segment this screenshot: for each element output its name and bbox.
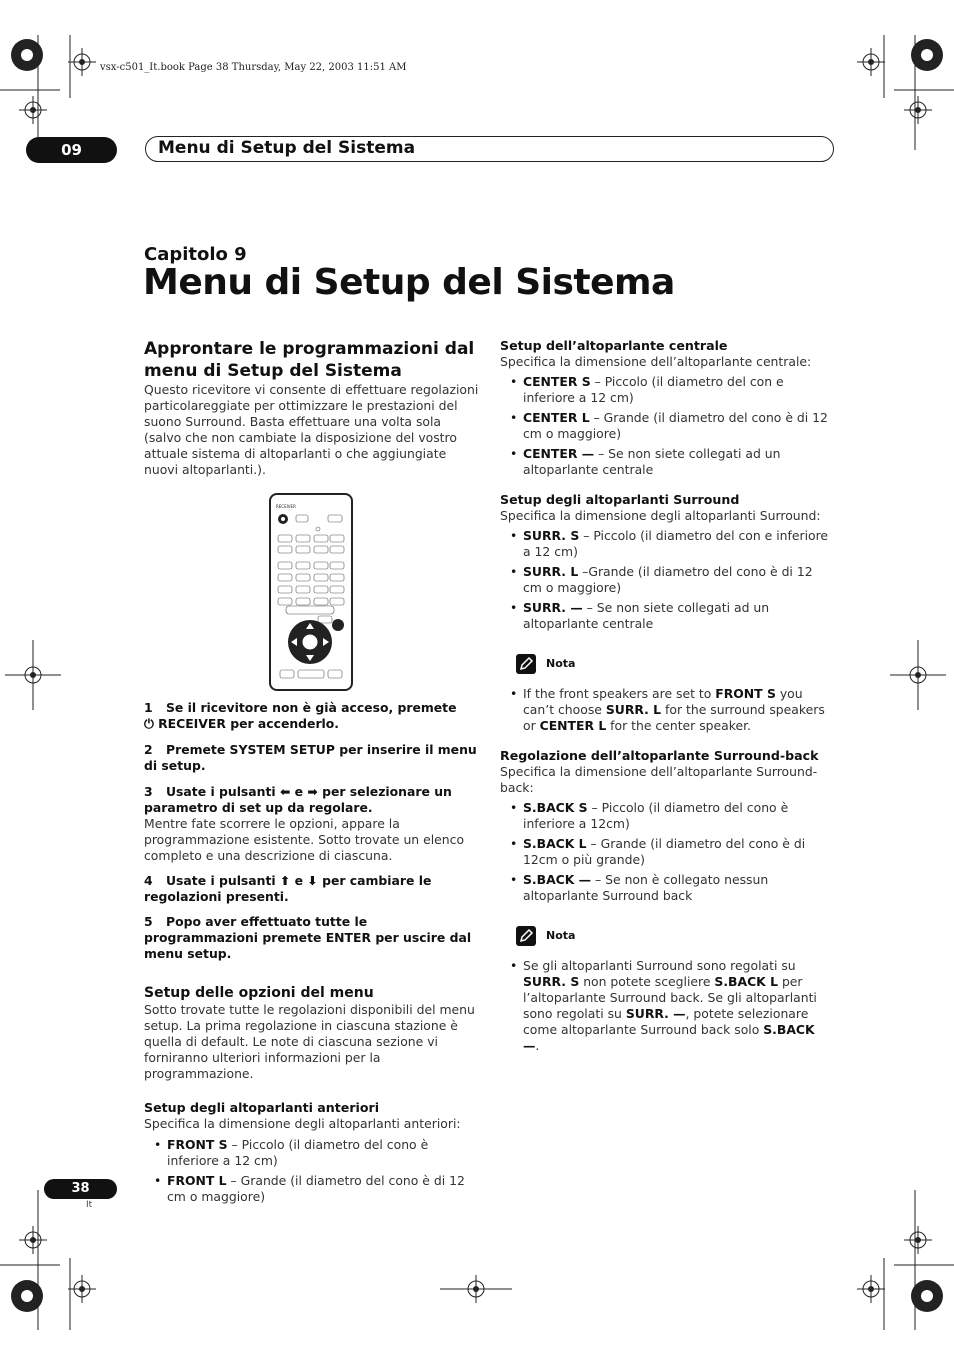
surround-back-list xyxy=(500,800,834,904)
language-code: It xyxy=(86,1200,93,1210)
surround-back-heading: Regolazione dell’altoparlante Surround-back xyxy=(500,748,819,763)
list-item: • FRONT L – Grande (il diametro del cono è di 12 cm o maggiore) xyxy=(144,1173,480,1205)
step-4 xyxy=(144,873,480,905)
chapter-label: Capitolo 9 xyxy=(144,244,247,265)
list-item: • If the front speakers are set to FRONT S you can’t choose SURR. L for the surround speakers or CENTER L for the center speaker. xyxy=(500,686,834,734)
front-speakers-heading: Setup degli altoparlanti anteriori xyxy=(144,1100,380,1115)
header-title: Menu di Setup del Sistema xyxy=(158,138,416,158)
step-number: 3 xyxy=(144,784,153,799)
center-speaker-desc: Specifica la dimensione dell’altoparlante centrale: xyxy=(500,354,812,369)
step-text: Se il ricevitore non è già acceso, premete xyxy=(166,700,457,715)
step-number: 2 xyxy=(144,742,153,757)
list-item: • S.BACK L – Grande (il diametro del cono è di 12cm o più grande) xyxy=(500,836,834,868)
step-text: Usate i pulsanti ⬆ e ⬇ per cambiare le regolazioni presenti. xyxy=(144,873,432,904)
note-label: Nota xyxy=(546,657,576,670)
front-speakers-desc: Specifica la dimensione degli altoparlanti anteriori: xyxy=(144,1116,461,1131)
remote-illustration xyxy=(144,478,480,680)
list-item: • FRONT S – Piccolo (il diametro del cono è inferiore a 12 cm) xyxy=(144,1137,480,1169)
page-number: 38 xyxy=(44,1179,117,1199)
note-label: Nota xyxy=(546,929,576,942)
step-1-line2: ⏻ RECEIVER per accenderlo. xyxy=(144,716,340,731)
step-2 xyxy=(144,742,480,774)
list-item: • SURR. S – Piccolo (il diametro del con e inferiore a 12 cm) xyxy=(500,528,834,560)
chapter-number-badge: 09 xyxy=(26,137,117,163)
step-number: 1 xyxy=(144,700,153,715)
surround-speakers-heading: Setup degli altoparlanti Surround xyxy=(500,492,740,507)
step-text: Premete SYSTEM SETUP per inserire il menu di setup. xyxy=(144,742,477,773)
center-speaker-list xyxy=(500,374,834,478)
step-1 xyxy=(144,700,480,716)
step-3 xyxy=(144,784,480,816)
options-heading: Setup delle opzioni del menu xyxy=(144,985,374,1001)
print-info: vsx-c501_It.book Page 38 Thursday, May 22, 2003 11:51 AM xyxy=(100,62,407,73)
remote-control-icon xyxy=(268,492,356,692)
step-number: 4 xyxy=(144,873,153,888)
list-item: • S.BACK S – Piccolo (il diametro del cono è inferiore a 12cm) xyxy=(500,800,834,832)
note-pencil-icon xyxy=(516,654,536,674)
note-box xyxy=(516,926,834,946)
step-number: 5 xyxy=(144,914,153,929)
note-box xyxy=(516,654,834,674)
list-item: • S.BACK — – Se non è collegato nessun altoparlante Surround back xyxy=(500,872,834,904)
receiver-label: RECEIVER xyxy=(276,504,296,509)
step-5 xyxy=(144,914,480,962)
left-column xyxy=(144,338,480,1209)
page-title: Menu di Setup del Sistema xyxy=(143,262,675,303)
intro-text: Questo ricevitore vi consente di effettuare regolazioni particolareggiate per ottimizzare le prestazioni del suono Surround. Basta effettuare una volta sola (salvo che non cambiate la disposizione del vostro attuale sistema di altoparlanti o che aggiungiate nuovi altoparlanti.). xyxy=(144,382,479,477)
center-speaker-heading: Setup dell’altoparlante centrale xyxy=(500,338,728,353)
list-item: • CENTER L – Grande (il diametro del cono è di 12 cm o maggiore) xyxy=(500,410,834,442)
options-text: Sotto trovate tutte le regolazioni disponibili del menu setup. La prima regolazione in ciascuna stazione è quella di default. Le note di ciascuna sezione vi forniranno ulteriori informazioni per la programmazione. xyxy=(144,1002,475,1081)
list-item: • SURR. L –Grande (il diametro del cono è di 12 cm o maggiore) xyxy=(500,564,834,596)
list-item: • SURR. — – Se non siete collegati ad un altoparlante centrale xyxy=(500,600,834,632)
step-text: Popo aver effettuato tutte le programmazioni premete ENTER per uscire dal menu setup. xyxy=(144,914,472,961)
surround-speakers-list xyxy=(500,528,834,632)
list-item: • Se gli altoparlanti Surround sono regolati su SURR. S non potete scegliere S.BACK L per l’altoparlante Surround back. Se gli altoparlanti sono regolati su SURR. —, potete selezionare come altoparlante Surround back solo S.BACK —. xyxy=(500,958,834,1054)
list-item: • CENTER — – Se non siete collegati ad un altoparlante centrale xyxy=(500,446,834,478)
list-item: • CENTER S – Piccolo (il diametro del con e inferiore a 12 cm) xyxy=(500,374,834,406)
note-1-list xyxy=(500,686,834,734)
note-pencil-icon xyxy=(516,926,536,946)
note-2-list xyxy=(500,958,834,1054)
section-heading: Approntare le programmazioni dal menu di Setup del Sistema xyxy=(144,339,475,381)
surround-back-desc: Specifica la dimensione dell’altoparlante Surround-back: xyxy=(500,764,818,795)
step-3-note: Mentre fate scorrere le opzioni, appare la programmazione esistente. Sotto trovate un elenco completo e una descrizione di ciascuna. xyxy=(144,816,465,863)
step-text: Usate i pulsanti ⬅ e ➡ per selezionare un parametro di set up da regolare. xyxy=(144,784,452,815)
front-speakers-list xyxy=(144,1137,480,1205)
right-column xyxy=(500,338,834,1058)
surround-speakers-desc: Specifica la dimensione degli altoparlanti Surround: xyxy=(500,508,821,523)
